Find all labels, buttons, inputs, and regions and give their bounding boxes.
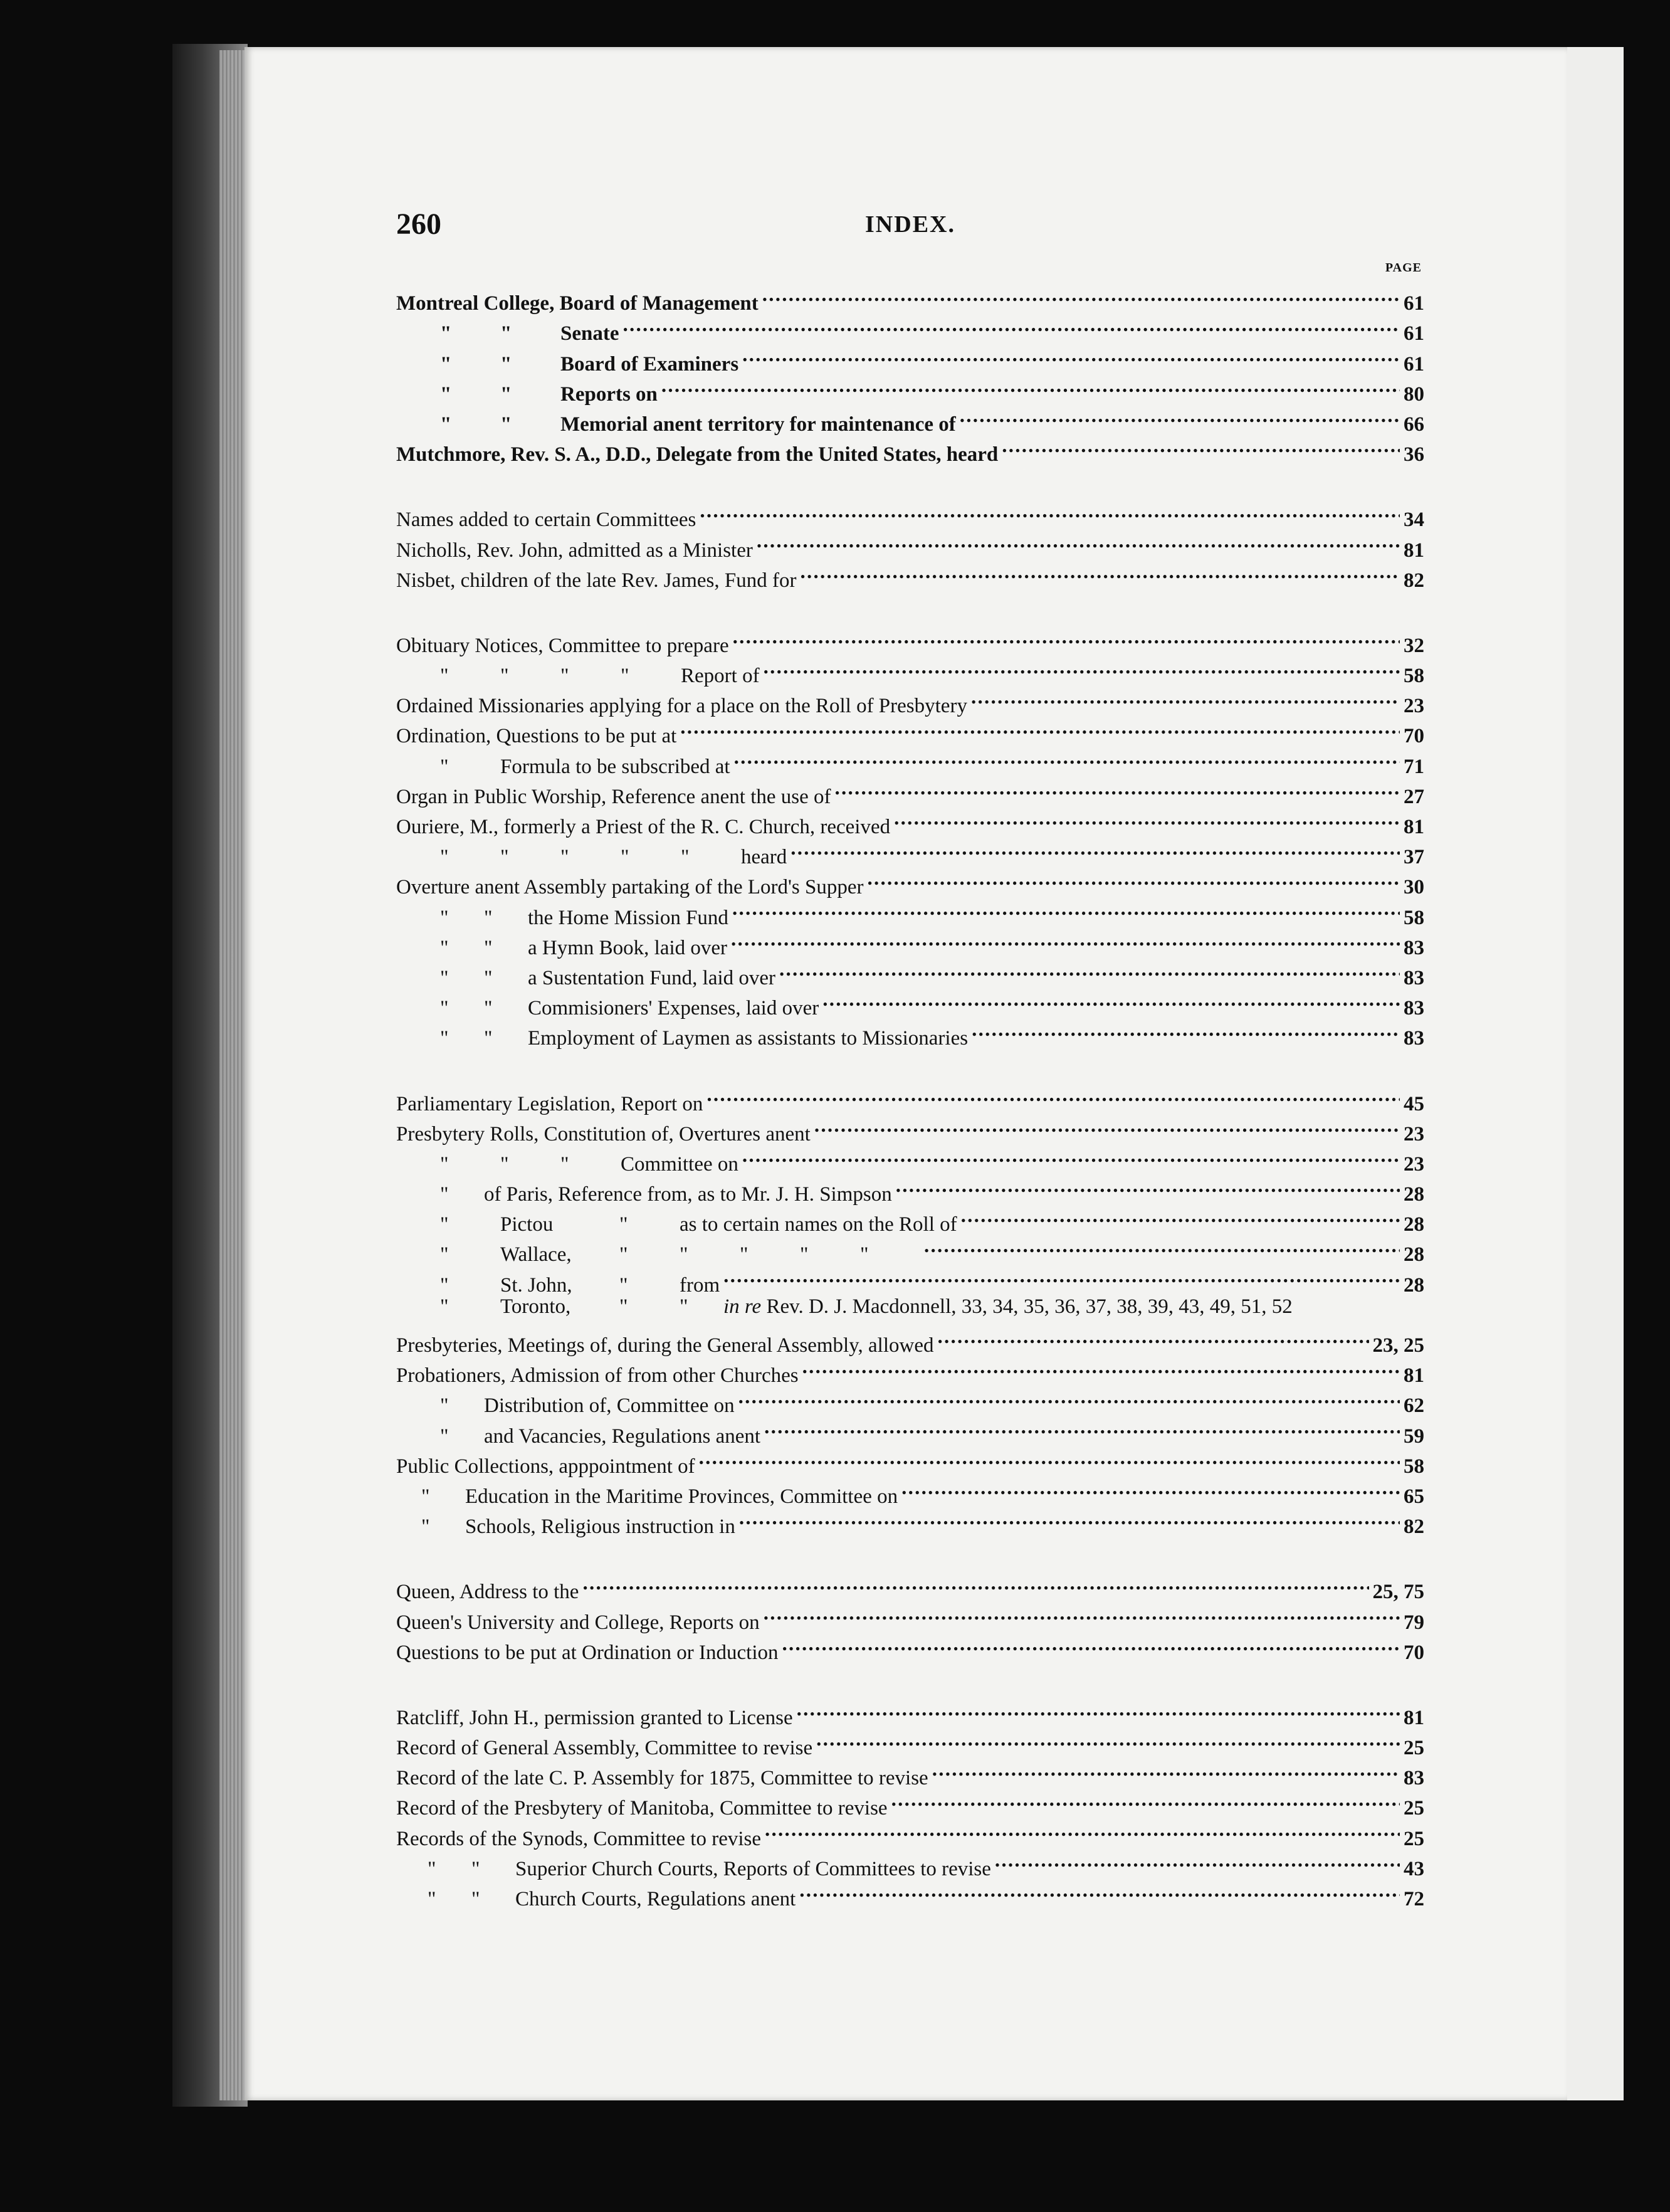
index-entry: Montreal College, Board of Management . . . 61 <box>396 280 1424 310</box>
index-entry: " Education in the Maritime Provinces, Committee on . . . 65 <box>396 1473 1424 1503</box>
index-entry: " " " Committee on . . . 23 <box>396 1140 1424 1171</box>
index-entry: " " Employment of Laymen as assistants to Missionaries . . . 83 <box>396 1014 1424 1045</box>
index-entry: Ouriere, M., formerly a Priest of the R. C. Church, received . . . 81 <box>396 803 1424 833</box>
index-entry: Record of General Assembly, Committee to revise . . . 25 <box>396 1724 1424 1754</box>
index-list <box>396 280 1424 1910</box>
page-header <box>396 207 1424 251</box>
index-entry: " Formula to be subscribed at . . . 71 <box>396 742 1424 772</box>
index-entry: Record of the late C. P. Assembly for 1875, Committee to revise . . . 83 <box>396 1754 1424 1784</box>
index-entry: Presbyteries, Meetings of, during the General Assembly, allowed . . . 23, 25 <box>396 1322 1424 1352</box>
index-entry: Public Collections, apppointment of . . . 58 <box>396 1443 1424 1473</box>
index-entry: " " Memorial anent territory for maintenance of . . . 66 <box>396 401 1424 431</box>
index-entry: Probationers, Admission of from other Churches . . . 81 <box>396 1352 1424 1382</box>
index-entry: " " Senate . . . 61 <box>396 310 1424 340</box>
page-number: 260 <box>396 208 441 241</box>
index-entry: " Toronto, " " in re Rev. D. J. Macdonnell, 33, 34, 35, 36, 37, 38, 39, 43, 49, 51, 52 <box>440 1295 1293 1318</box>
index-entry: Ordination, Questions to be put at . . . 70 <box>396 712 1424 742</box>
index-entry: Organ in Public Worship, Reference anent the use of . . . 27 <box>396 773 1424 803</box>
index-entry: " " Superior Church Courts, Reports of Committees to revise . . . 43 <box>396 1845 1424 1875</box>
index-entry: " " " " Report of . . . 58 <box>396 652 1424 682</box>
index-entry: Obituary Notices, Committee to prepare . . . 32 <box>396 622 1424 652</box>
index-entry: Questions to be put at Ordination or Induction . . . 70 <box>396 1629 1424 1659</box>
index-entry: " " a Sustentation Fund, laid over . . . 83 <box>396 954 1424 984</box>
index-entry: " " Commisioners' Expenses, laid over . . . 83 <box>396 984 1424 1014</box>
index-entry: " " the Home Mission Fund . . . 58 <box>396 893 1424 924</box>
facing-page-edge <box>1567 47 1624 2100</box>
page-title: INDEX. <box>865 211 955 238</box>
index-entry: " " a Hymn Book, laid over . . . 83 <box>396 924 1424 954</box>
index-entry: Names added to certain Committees . . . 34 <box>396 496 1424 526</box>
index-entry: " " " " " heard . . . 37 <box>396 833 1424 863</box>
index-entry: " of Paris, Reference from, as to Mr. J. H. Simpson . . . 28 <box>396 1171 1424 1201</box>
index-entry: " Distribution of, Committee on . . . 62 <box>396 1382 1424 1412</box>
index-entry: " Pictou " as to certain names on the Roll of . . . 28 <box>396 1201 1424 1231</box>
index-entry: Overture anent Assembly partaking of the Lord's Supper . . . 30 <box>396 863 1424 893</box>
index-entry: " and Vacancies, Regulations anent . . . 59 <box>396 1412 1424 1442</box>
index-entry: Records of the Synods, Committee to revise . . . 25 <box>396 1814 1424 1845</box>
index-entry: Nisbet, children of the late Rev. James, Fund for . . . 82 <box>396 557 1424 587</box>
index-entry: Ordained Missionaries applying for a place on the Roll of Presbytery . . . 23 <box>396 682 1424 712</box>
index-entry: " Schools, Religious instruction in . . . 82 <box>396 1503 1424 1533</box>
index-entry: Parliamentary Legislation, Report on . . . 45 <box>396 1080 1424 1110</box>
index-entry: Ratcliff, John H., permission granted to License . . . 81 <box>396 1694 1424 1724</box>
index-entry: " Wallace, " " " " " . . . 28 <box>396 1231 1424 1261</box>
index-entry: Queen's University and College, Reports on . . . 79 <box>396 1598 1424 1628</box>
index-entry: " St. John, " from . . . 28 <box>396 1261 1424 1291</box>
index-entry: " " Reports on . . . 80 <box>396 371 1424 401</box>
page-edges <box>219 50 248 2100</box>
index-entry: " " Church Courts, Regulations anent . . . 72 <box>396 1875 1424 1905</box>
index-entry: Nicholls, Rev. John, admitted as a Minister . . . 81 <box>396 526 1424 556</box>
index-entry: Record of the Presbytery of Manitoba, Committee to revise . . . 25 <box>396 1784 1424 1814</box>
index-entry: Mutchmore, Rev. S. A., D.D., Delegate from the United States, heard . . . 36 <box>396 431 1424 461</box>
index-entry: Presbytery Rolls, Constitution of, Overtures anent . . . 23 <box>396 1110 1424 1140</box>
index-entry: " " Board of Examiners . . . 61 <box>396 340 1424 370</box>
page-column-heading: PAGE <box>1385 261 1422 275</box>
index-entry: Queen, Address to the . . . 25, 75 <box>396 1568 1424 1598</box>
